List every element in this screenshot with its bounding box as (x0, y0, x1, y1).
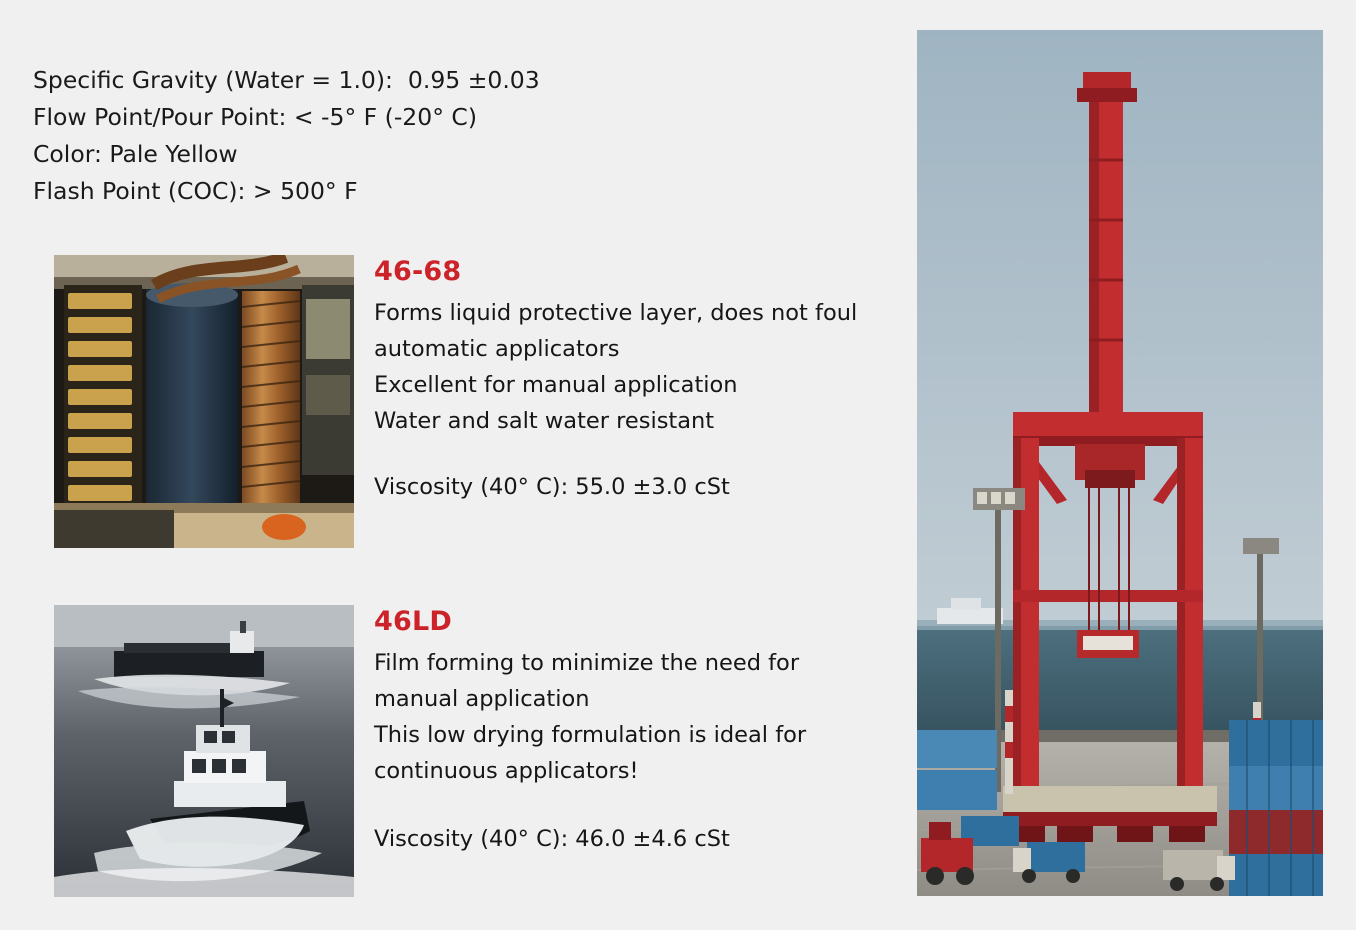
spec-line-color: Color: Pale Yellow (33, 140, 238, 168)
product-line-2: manual application (374, 686, 590, 712)
product-image-gears-wire-rope (54, 255, 354, 548)
specifications-block (33, 62, 873, 210)
side-image-port-crane (917, 30, 1323, 896)
product-line-4: continuous applicators! (374, 758, 639, 784)
spec-line-flow-pour-point: Flow Point/Pour Point: < -5° F (-20° C) (33, 103, 477, 131)
product-line-3: This low drying formulation is ideal for (374, 722, 807, 748)
product-entry-46-68 (54, 255, 934, 548)
product-line-4: Water and salt water resistant (374, 408, 715, 434)
product-title-46-68: 46-68 (374, 256, 462, 287)
product-line-2: automatic applicators (374, 336, 620, 362)
product-line-1: Forms liquid protective layer, does not foul (374, 300, 858, 326)
spec-line-specific-gravity: Specific Gravity (Water = 1.0): 0.95 ±0.03 (33, 66, 540, 94)
product-viscosity-46-68: Viscosity (40° C): 55.0 ±3.0 cSt (374, 474, 730, 500)
spec-line-flash-point: Flash Point (COC): > 500° F (33, 177, 358, 205)
product-title-46ld: 46LD (374, 606, 452, 637)
product-line-3: Excellent for manual application (374, 372, 738, 398)
product-entry-46ld (54, 605, 934, 897)
product-text-46-68 (374, 255, 934, 505)
product-line-1: Film forming to minimize the need for (374, 650, 800, 676)
product-viscosity-46ld: Viscosity (40° C): 46.0 ±4.6 cSt (374, 826, 730, 852)
product-text-46ld (374, 605, 934, 857)
product-image-tugboat-ship (54, 605, 354, 897)
